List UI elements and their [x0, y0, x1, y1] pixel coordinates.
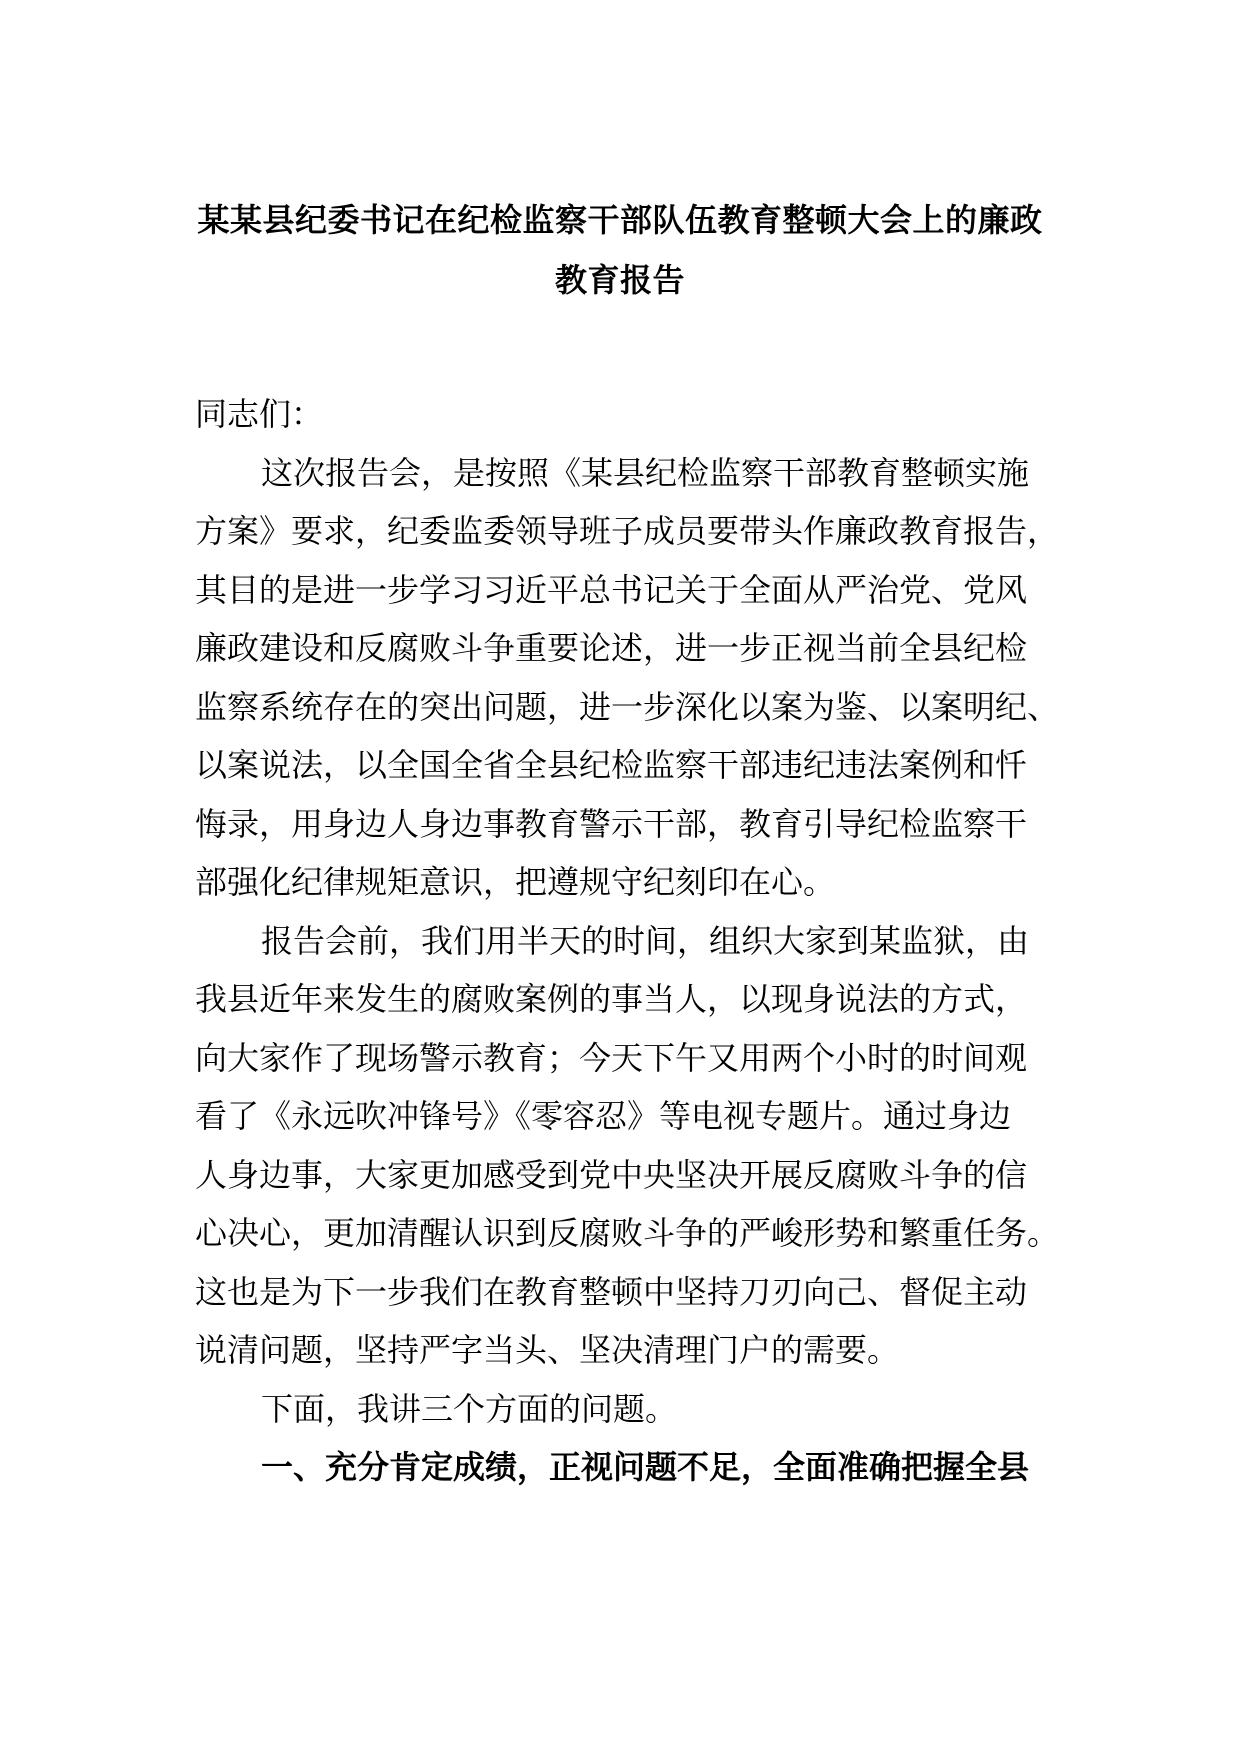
paragraph-line: 以案说法，以全国全省全县纪检监察干部违纪违法案例和忏	[195, 746, 1028, 784]
document-body	[195, 385, 1095, 1497]
paragraph-line: 部强化纪律规矩意识，把遵规守纪刻印在心。	[195, 863, 836, 901]
paragraph-line: 悔录，用身边人身边事教育警示干部，教育引导纪检监察干	[195, 804, 1028, 843]
salutation	[195, 385, 1095, 444]
paragraph-line: 人身边事，大家更加感受到党中央坚决开展反腐败斗争的信	[195, 1155, 1028, 1194]
paragraph-line: 看了《永远吹冲锋号》《零容忍》等电视专题片。通过身边	[195, 1097, 1012, 1135]
paragraph-line: 这次报告会，是按照《某县纪检监察干部教育整顿实施	[261, 453, 1030, 492]
paragraph-line: 下面，我讲三个方面的问题。	[261, 1389, 678, 1428]
section-heading-text: 一、充分肯定成绩，正视问题不足，全面准确把握全县	[261, 1448, 1030, 1486]
paragraph-line: 其目的是进一步学习习近平总书记关于全面从严治党、党风	[195, 570, 1028, 609]
paragraph-2	[195, 912, 1095, 1380]
paragraph-3	[195, 1380, 1095, 1439]
paragraph-1	[195, 444, 1095, 912]
title-line-2: 教育报告	[554, 261, 685, 299]
salutation-text: 同志们：	[195, 395, 324, 433]
document-title	[180, 190, 1060, 310]
paragraph-line: 监察系统存在的突出问题，进一步深化以案为鉴、以案明纪、	[195, 687, 1060, 726]
paragraph-line: 报告会前，我们用半天的时间，组织大家到某监狱，由	[261, 921, 1030, 960]
title-line-1: 某某县纪委书记在纪检监察干部队伍教育整顿大会上的廉政	[197, 201, 1043, 239]
paragraph-line: 廉政建设和反腐败斗争重要论述，进一步正视当前全县纪检	[195, 629, 1028, 667]
paragraph-line: 说清问题，坚持严字当头、坚决清理门户的需要。	[195, 1331, 900, 1369]
section-heading	[195, 1438, 1095, 1497]
paragraph-line: 方案》要求，纪委监委领导班子成员要带头作廉政教育报告，	[195, 512, 1060, 550]
paragraph-line: 我县近年来发生的腐败案例的事当人，以现身说法的方式，	[195, 980, 1028, 1018]
paragraph-line: 向大家作了现场警示教育；今天下午又用两个小时的时间观	[195, 1038, 1028, 1077]
paragraph-line: 心决心，更加清醒认识到反腐败斗争的严峻形势和繁重任务。	[195, 1214, 1060, 1252]
paragraph-line: 这也是为下一步我们在教育整顿中坚持刀刃向己、督促主动	[195, 1272, 1028, 1311]
